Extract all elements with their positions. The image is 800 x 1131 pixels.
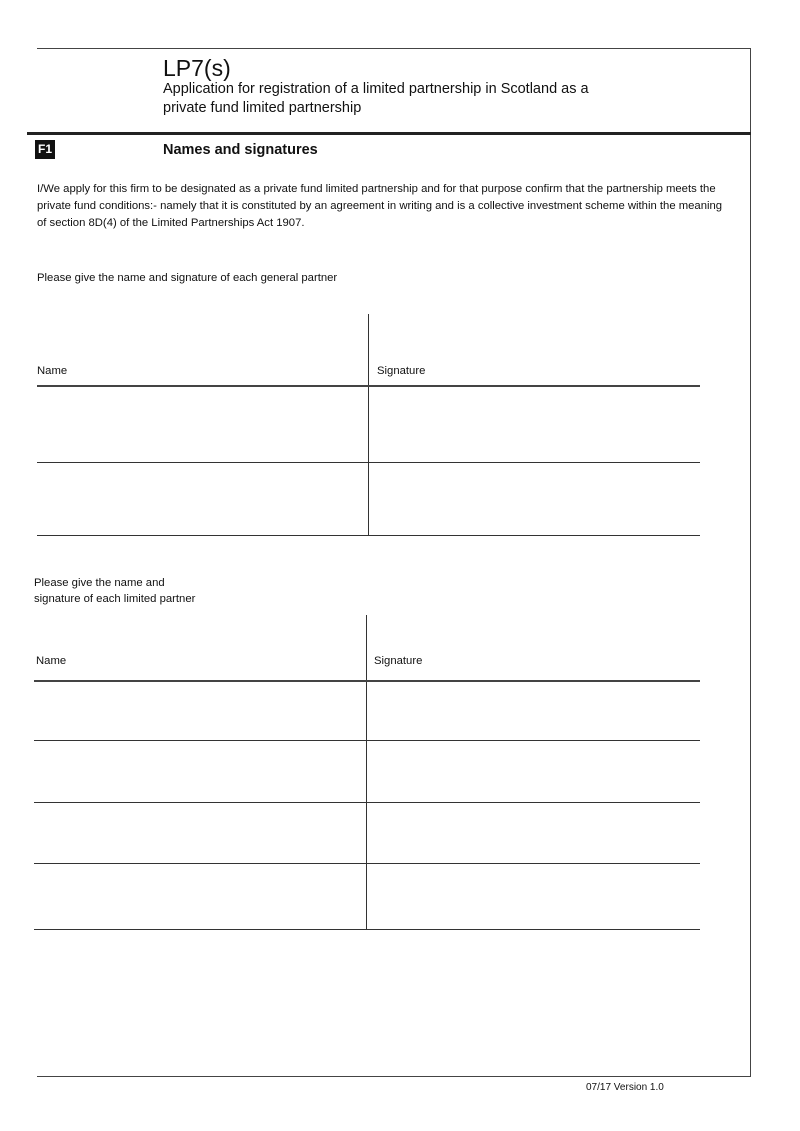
signature-column-header: Signature: [374, 655, 423, 667]
version-footer: 07/17 Version 1.0: [586, 1082, 664, 1093]
limited-partner-signature-field-2[interactable]: [367, 741, 700, 802]
section-title: Names and signatures: [163, 142, 318, 158]
signature-column-header: Signature: [377, 365, 426, 377]
declaration-text: I/We apply for this firm to be designated as a private fund limited partnership and for that purpose confirm that the partnership meets the private fund conditions:- namely that it is constituted by an agreement in writing and is a collective investment scheme within the meaning of section 8D(4) of the Limited Partnerships Act 1907.: [37, 183, 723, 229]
row-divider: [37, 535, 700, 536]
header-divider: [27, 132, 751, 135]
limited-partner-prompt-line2: signature of each limited partner: [34, 593, 196, 605]
general-partner-name-field-1[interactable]: [37, 387, 367, 462]
limited-partner-signature-field-1[interactable]: [367, 682, 700, 740]
general-partner-signature-field-1[interactable]: [369, 387, 700, 462]
general-partner-prompt: Please give the name and signature of each general partner: [37, 272, 338, 284]
row-divider: [34, 929, 700, 930]
form-title: Application for registration of a limited partnership in Scotland as a private fund limited partnership: [163, 81, 589, 116]
page-frame-top: [37, 48, 751, 49]
page-frame-bottom: [37, 1076, 751, 1077]
limited-partner-name-field-4[interactable]: [34, 864, 365, 929]
form-code: LP7(s): [163, 55, 231, 81]
limited-partner-signature-field-3[interactable]: [367, 803, 700, 863]
general-partner-signature-field-2[interactable]: [369, 463, 700, 535]
limited-partner-signature-field-4[interactable]: [367, 864, 700, 929]
name-column-header: Name: [37, 365, 68, 377]
page-frame-right: [750, 48, 751, 1077]
limited-partner-name-field-1[interactable]: [34, 682, 365, 740]
limited-partner-name-field-2[interactable]: [34, 741, 365, 802]
limited-partner-prompt-line1: Please give the name and: [34, 577, 165, 589]
section-badge: F1: [35, 140, 55, 159]
general-partner-name-field-2[interactable]: [37, 463, 367, 535]
limited-partner-name-field-3[interactable]: [34, 803, 365, 863]
name-column-header: Name: [36, 655, 67, 667]
